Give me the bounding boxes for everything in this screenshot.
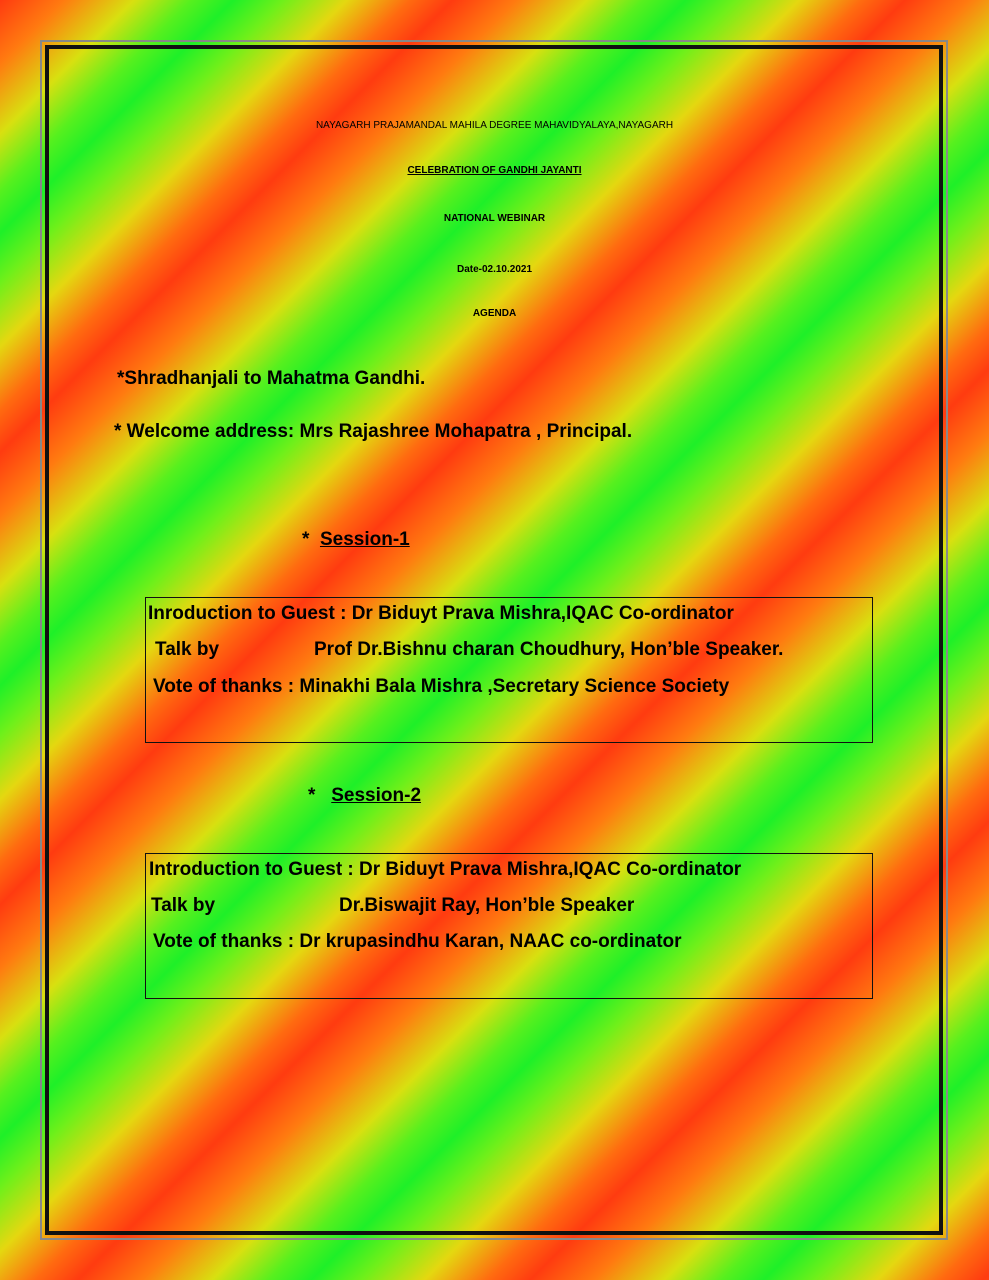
session-talk-label: Talk by	[151, 895, 216, 916]
session-label: Session-2	[331, 785, 422, 806]
session-intro: Inroduction to Guest : Dr Biduyt Prava Mishra,IQAC Co-ordinator	[148, 603, 734, 624]
session-bullet: *	[302, 529, 310, 550]
session-intro: Introduction to Guest : Dr Biduyt Prava Mishra,IQAC Co-ordinator	[149, 859, 742, 880]
session-label: Session-1	[319, 529, 410, 550]
event-title-text: CELEBRATION OF GANDHI JAYANTI	[407, 165, 582, 176]
agenda-item-shradhanjali: *Shradhanjali to Mahatma Gandhi.	[117, 368, 426, 389]
college-name: NAYAGARH PRAJAMANDAL MAHILA DEGREE MAHAVIDYALAYA,NAYAGARH	[315, 120, 674, 131]
session-2-box	[145, 853, 873, 999]
session-talk-speaker: Prof Dr.Bishnu charan Choudhury, Hon’ble Speaker.	[314, 639, 784, 660]
session-bullet: *	[308, 785, 316, 806]
agenda-item-welcome: * Welcome address: Mrs Rajashree Mohapatra , Principal.	[114, 421, 633, 442]
session-talk-label: Talk by	[155, 639, 220, 660]
session-vote-of-thanks: Vote of thanks : Dr krupasindhu Karan, NAAC co-ordinator	[153, 931, 682, 952]
session-2-heading	[308, 785, 421, 807]
event-date: Date-02.10.2021	[456, 264, 533, 275]
session-1-box	[145, 597, 873, 743]
session-1-heading	[302, 529, 410, 551]
session-talk-speaker: Dr.Biswajit Ray, Hon’ble Speaker	[339, 895, 635, 916]
webinar-heading: NATIONAL WEBINAR	[443, 213, 546, 224]
agenda-heading: AGENDA	[472, 308, 517, 319]
session-vote-of-thanks: Vote of thanks : Minakhi Bala Mishra ,Secretary Science Society	[153, 676, 730, 697]
event-title	[0, 165, 989, 176]
